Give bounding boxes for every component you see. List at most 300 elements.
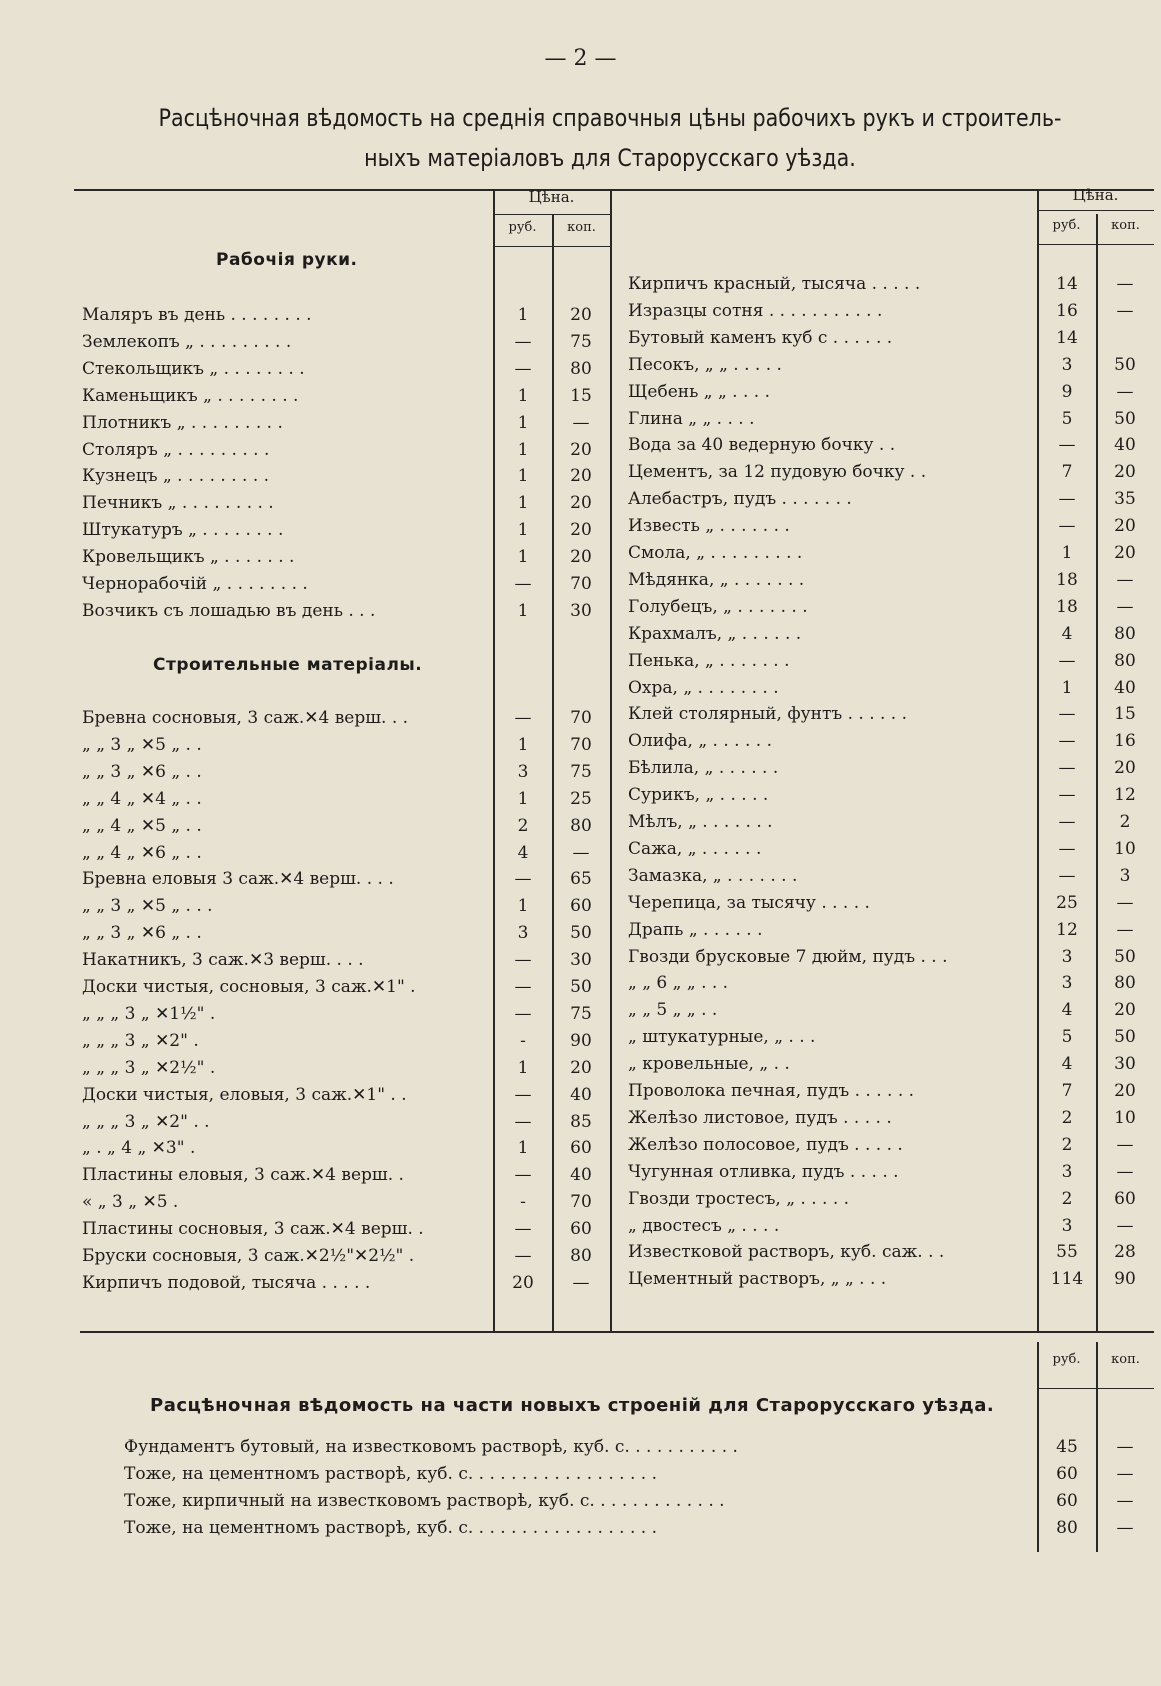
material-right-row <box>628 728 1154 755</box>
material-left-kop: 70 <box>570 1192 592 1213</box>
material-right-kop: 20 <box>1114 1000 1136 1021</box>
lower-kop: — <box>1116 1490 1134 1511</box>
material-right-row <box>628 648 1154 675</box>
material-right-rub: 18 <box>1056 569 1078 590</box>
material-right-label: Черепица, за тысячу . . . . . <box>628 892 870 913</box>
material-left-row <box>82 813 610 840</box>
title-line-2: ныхъ матеріаловъ для Старорусскаго уѣзда. <box>364 144 856 172</box>
material-left-row <box>82 974 610 1001</box>
material-right-label: Известь „ . . . . . . . <box>628 516 790 537</box>
material-right-label: Пенька, „ . . . . . . . <box>628 650 790 671</box>
material-right-row <box>628 1024 1154 1051</box>
lower-row <box>124 1461 1154 1488</box>
material-left-rub: 2 <box>517 815 529 836</box>
material-right-label: Драпь „ . . . . . . <box>628 919 763 940</box>
material-right-rub: 4 <box>1061 1000 1073 1021</box>
material-right-rub: 2 <box>1061 1107 1073 1128</box>
left-price-header: Цѣна. <box>528 188 575 206</box>
labor-rub: 1 <box>517 600 529 621</box>
labor-kop: 75 <box>570 331 592 352</box>
material-right-row <box>628 406 1154 433</box>
material-left-rub: 1 <box>517 1057 529 1078</box>
labor-kop: 20 <box>570 520 592 541</box>
right-rub-header: руб. <box>1052 218 1081 233</box>
material-right-kop: 50 <box>1114 408 1136 429</box>
material-right-rub: 14 <box>1056 327 1078 348</box>
material-left-row <box>82 1162 610 1189</box>
material-right-rub: — <box>1058 731 1076 752</box>
material-right-kop: 90 <box>1114 1269 1136 1290</box>
left-header-rule <box>493 246 610 247</box>
material-right-kop: 50 <box>1114 354 1136 375</box>
material-right-label: Сурикъ, „ . . . . . <box>628 785 769 806</box>
labor-kop: 30 <box>570 600 592 621</box>
material-left-kop: 70 <box>570 708 592 728</box>
material-left-label: „ „ „ 3 „ ✕2" . <box>82 1030 199 1051</box>
material-right-rub: — <box>1058 785 1076 806</box>
right-price-subrule <box>1037 210 1154 211</box>
material-right-row <box>628 1213 1154 1240</box>
material-left-row <box>82 920 610 947</box>
material-right-label: Алебастръ, пудъ . . . . . . . <box>628 489 852 510</box>
material-left-label: Бруски сосновыя, 3 саж.✕2½"✕2½" . <box>82 1246 415 1266</box>
material-right-kop: 28 <box>1114 1242 1136 1263</box>
material-left-row <box>82 759 610 786</box>
material-left-row <box>82 840 610 867</box>
material-left-rub: — <box>514 1246 532 1266</box>
material-right-rub: — <box>1058 865 1076 886</box>
material-left-label: Бревна еловыя 3 саж.✕4 верш. . . . <box>82 869 394 890</box>
material-left-label: « „ 3 „ ✕5 . <box>82 1192 179 1213</box>
material-right-label: Глина „ „ . . . . <box>628 408 755 429</box>
material-left-kop: 80 <box>570 1246 592 1266</box>
labor-rub: 1 <box>517 493 529 514</box>
material-right-label: Щебень „ „ . . . . <box>628 381 770 402</box>
labor-rub: — <box>514 331 532 352</box>
mid-divider <box>610 189 612 1332</box>
material-left-label: „ „ 3 „ ✕5 „ . . . <box>82 896 213 917</box>
material-left-row <box>82 1055 610 1082</box>
material-right-kop: — <box>1116 1161 1134 1182</box>
material-left-rub: — <box>514 869 532 890</box>
material-left-kop: 75 <box>570 1003 592 1024</box>
material-right-kop: 40 <box>1114 677 1136 698</box>
right-header-rule <box>1037 244 1154 245</box>
material-right-rub: 3 <box>1061 946 1073 967</box>
lower-rub-header: руб. <box>1052 1352 1081 1367</box>
material-right-rub: 18 <box>1056 596 1078 617</box>
lower-kop: — <box>1116 1437 1134 1457</box>
material-right-rub: 14 <box>1056 274 1078 294</box>
material-right-kop: 35 <box>1114 489 1136 510</box>
material-right-label: Желѣзо листовое, пудъ . . . . . <box>628 1107 892 1128</box>
material-right-row <box>628 298 1154 325</box>
material-right-label: „ „ 6 „ „ . . . <box>628 973 729 994</box>
material-right-label: Клей столярный, фунтъ . . . . . . <box>628 704 908 725</box>
material-left-rub: 3 <box>517 923 529 944</box>
material-right-label: Олифа, „ . . . . . . <box>628 731 772 752</box>
material-left-kop: 85 <box>570 1111 592 1132</box>
material-right-kop: — <box>1116 919 1134 940</box>
lower-rub: 60 <box>1056 1463 1078 1484</box>
material-left-label: „ „ 3 „ ✕6 „ . . <box>82 761 202 782</box>
lower-section-heading: Расцѣночная вѣдомость на части новыхъ строеній для Старорусскаго уѣзда. <box>150 1395 995 1416</box>
material-left-kop: 65 <box>570 869 592 890</box>
material-left-kop: 60 <box>570 1138 592 1159</box>
material-right-rub: 1 <box>1061 677 1073 698</box>
labor-kop: 20 <box>570 493 592 514</box>
material-right-kop: — <box>1116 569 1134 590</box>
labor-label: Столяръ „ . . . . . . . . . <box>82 439 270 460</box>
material-right-kop: 40 <box>1114 435 1136 456</box>
material-right-row <box>628 701 1154 728</box>
material-left-row <box>82 1189 610 1216</box>
material-right-kop: 80 <box>1114 973 1136 994</box>
material-right-kop: 20 <box>1114 758 1136 779</box>
material-right-label: Смола, „ . . . . . . . . . <box>628 543 803 563</box>
labor-row <box>82 410 610 437</box>
material-right-rub: 4 <box>1061 623 1073 644</box>
material-right-kop: 50 <box>1114 1027 1136 1048</box>
material-right-label: Бутовый каменъ куб с . . . . . . <box>628 327 893 348</box>
material-left-row <box>82 1243 610 1270</box>
material-right-kop: — <box>1116 300 1134 321</box>
material-right-rub: 9 <box>1061 381 1073 402</box>
material-right-kop: 2 <box>1119 812 1131 832</box>
lower-row <box>124 1515 1154 1542</box>
material-right-row <box>628 1239 1154 1266</box>
labor-label: Кузнецъ „ . . . . . . . . . <box>82 466 270 487</box>
material-left-rub: - <box>520 1030 526 1051</box>
material-right-row <box>628 432 1154 459</box>
material-right-label: Крахмалъ, „ . . . . . . <box>628 623 802 644</box>
material-right-label: Изразцы сотня . . . . . . . . . . . <box>628 300 883 321</box>
material-left-rub: 4 <box>517 842 529 863</box>
material-left-rub: — <box>514 1084 532 1105</box>
lower-kop-header: коп. <box>1111 1352 1140 1367</box>
material-left-rub: 3 <box>517 761 529 782</box>
material-left-kop: 60 <box>570 1219 592 1240</box>
material-right-kop: — <box>1116 1134 1134 1155</box>
material-left-rub: — <box>514 950 532 971</box>
labor-kop: 70 <box>570 574 592 594</box>
title-line-1: Расцѣночная вѣдомость на среднія справочныя цѣны рабочихъ рукъ и строитель- <box>158 104 1062 132</box>
material-left-kop: 90 <box>570 1030 592 1051</box>
material-right-kop: 10 <box>1114 838 1136 859</box>
labor-rub: — <box>514 574 532 594</box>
material-left-label: „ „ „ 3 „ ✕2½" . <box>82 1057 216 1078</box>
material-right-kop: 20 <box>1114 1081 1136 1101</box>
material-right-rub: 12 <box>1056 919 1078 940</box>
material-left-kop: 20 <box>570 1057 592 1078</box>
material-left-kop: 80 <box>570 815 592 836</box>
material-left-rub: 1 <box>517 788 529 809</box>
left-price-subrule <box>493 214 610 215</box>
material-right-rub: — <box>1058 489 1076 510</box>
labor-kop: 20 <box>570 466 592 487</box>
labor-label: Каменьщикъ „ . . . . . . . . <box>82 385 299 406</box>
material-right-row <box>628 325 1154 352</box>
material-right-label: Кирпичъ красный, тысяча . . . . . <box>628 274 921 294</box>
material-right-row <box>628 1186 1154 1213</box>
material-left-label: Кирпичъ подовой, тысяча . . . . . <box>82 1272 371 1293</box>
material-right-rub: 3 <box>1061 973 1073 994</box>
material-right-row <box>628 782 1154 809</box>
material-left-kop: 75 <box>570 761 592 782</box>
material-left-kop: 30 <box>570 950 592 971</box>
material-left-rub: 1 <box>517 734 529 755</box>
material-right-rub: 7 <box>1061 462 1073 483</box>
labor-kop: 20 <box>570 439 592 460</box>
page-number: — 2 — <box>544 46 617 71</box>
labor-label: Возчикъ съ лошадью въ день . . . <box>82 600 376 621</box>
material-left-row <box>82 786 610 813</box>
table-top-rule <box>74 189 1154 191</box>
material-right-rub: — <box>1058 435 1076 456</box>
material-right-label: Мѣдянка, „ . . . . . . . <box>628 569 805 590</box>
lower-rub: 45 <box>1056 1437 1078 1457</box>
material-left-row <box>82 1082 610 1109</box>
labor-rub: 1 <box>517 466 529 487</box>
material-right-row <box>628 997 1154 1024</box>
material-left-kop: — <box>572 842 590 863</box>
material-left-label: „ „ 4 „ ✕5 „ . . <box>82 815 202 836</box>
material-right-row <box>628 1078 1154 1105</box>
labor-label: Плотникъ „ . . . . . . . . . <box>82 412 283 433</box>
material-right-row <box>628 271 1154 298</box>
material-right-row <box>628 513 1154 540</box>
material-right-rub: 7 <box>1061 1081 1073 1101</box>
material-right-label: Цементный растворъ, „ „ . . . <box>628 1269 887 1290</box>
material-left-row <box>82 1216 610 1243</box>
right-kop-header: коп. <box>1111 218 1140 233</box>
material-left-row <box>82 705 610 732</box>
labor-row <box>82 571 610 598</box>
material-right-rub: 16 <box>1056 300 1078 321</box>
material-right-row <box>628 836 1154 863</box>
material-right-row <box>628 863 1154 890</box>
material-right-kop: — <box>1116 381 1134 402</box>
material-left-rub: — <box>514 1219 532 1240</box>
material-right-row <box>628 1159 1154 1186</box>
lower-row <box>124 1488 1154 1515</box>
labor-row <box>82 329 610 356</box>
left-rub-header: руб. <box>508 220 537 235</box>
material-right-label: Мѣлъ, „ . . . . . . . <box>628 812 773 832</box>
material-left-label: „ „ „ 3 „ ✕1½" . <box>82 1003 216 1024</box>
material-right-row <box>628 594 1154 621</box>
material-right-label: „ кровельные, „ . . <box>628 1054 790 1075</box>
material-left-label: Пластины еловыя, 3 саж.✕4 верш. . <box>82 1165 404 1186</box>
labor-kop: — <box>572 412 590 433</box>
material-right-rub: — <box>1058 838 1076 859</box>
material-left-rub: 1 <box>517 1138 529 1159</box>
material-right-label: Вода за 40 ведерную бочку . . <box>628 435 896 456</box>
lower-kop: — <box>1116 1463 1134 1484</box>
labor-label: Маляръ въ день . . . . . . . . <box>82 305 312 325</box>
materials-section-heading: Строительные матеріалы. <box>153 655 423 675</box>
lower-label: Тоже, кирпичный на известковомъ растворѣ, куб. с. . . . . . . . . . . . . <box>124 1490 725 1511</box>
right-price-header: Цѣна. <box>1072 186 1119 204</box>
material-left-row <box>82 1028 610 1055</box>
labor-section-heading: Рабочія руки. <box>216 250 358 270</box>
material-left-rub: — <box>514 1111 532 1132</box>
labor-label: Штукатуръ „ . . . . . . . . <box>82 520 284 541</box>
material-right-rub: 25 <box>1056 892 1078 913</box>
labor-row <box>82 437 610 464</box>
table-bottom-rule <box>80 1331 1154 1333</box>
material-left-kop: 40 <box>570 1165 592 1186</box>
labor-label: Кровельщикъ „ . . . . . . . <box>82 547 295 568</box>
material-right-row <box>628 890 1154 917</box>
labor-kop: 80 <box>570 358 592 379</box>
material-right-kop: 3 <box>1119 865 1131 886</box>
material-right-label: Песокъ, „ „ . . . . . <box>628 354 782 375</box>
material-right-label: Голубецъ, „ . . . . . . . <box>628 596 808 617</box>
material-right-kop: 20 <box>1114 543 1136 563</box>
labor-label: Стекольщикъ „ . . . . . . . . <box>82 358 305 379</box>
material-left-label: „ . „ 4 „ ✕3" . <box>82 1138 196 1159</box>
material-right-row <box>628 755 1154 782</box>
material-left-row <box>82 893 610 920</box>
material-right-rub: — <box>1058 516 1076 537</box>
material-right-kop: 20 <box>1114 516 1136 537</box>
material-right-kop: 20 <box>1114 462 1136 483</box>
material-right-rub: 3 <box>1061 1161 1073 1182</box>
material-right-rub: — <box>1058 650 1076 671</box>
material-right-kop: — <box>1116 596 1134 617</box>
material-right-label: Замазка, „ . . . . . . . <box>628 865 798 886</box>
material-right-rub: — <box>1058 704 1076 725</box>
material-left-rub: — <box>514 1003 532 1024</box>
material-left-kop: 50 <box>570 923 592 944</box>
material-right-kop: 60 <box>1114 1188 1136 1209</box>
material-left-row <box>82 947 610 974</box>
material-left-label: Накатникъ, 3 саж.✕3 верш. . . . <box>82 950 364 971</box>
material-right-label: Охра, „ . . . . . . . . <box>628 677 779 698</box>
material-right-row <box>628 970 1154 997</box>
material-left-label: „ „ 3 „ ✕5 „ . . <box>82 734 202 755</box>
material-right-label: „ „ 5 „ „ . . <box>628 1000 718 1021</box>
labor-row <box>82 302 610 329</box>
material-right-kop: — <box>1116 892 1134 913</box>
material-right-label: Известковой растворъ, куб. саж. . . <box>628 1242 945 1263</box>
labor-label: Землекопъ „ . . . . . . . . . <box>82 331 292 352</box>
material-left-label: Доски чистыя, еловыя, 3 саж.✕1" . . <box>82 1084 407 1105</box>
material-right-label: Сажа, „ . . . . . . <box>628 838 762 859</box>
material-left-kop: 50 <box>570 977 592 997</box>
material-right-row <box>628 809 1154 836</box>
material-right-row <box>628 1105 1154 1132</box>
labor-row <box>82 490 610 517</box>
material-left-row <box>82 866 610 893</box>
material-left-label: „ „ 4 „ ✕6 „ . . <box>82 842 202 863</box>
material-right-rub: 5 <box>1061 1027 1073 1048</box>
material-right-row <box>628 917 1154 944</box>
material-left-kop: 25 <box>570 788 592 809</box>
material-right-rub: 3 <box>1061 1215 1073 1236</box>
material-right-kop: 15 <box>1114 704 1136 725</box>
material-left-row <box>82 1001 610 1028</box>
labor-row <box>82 463 610 490</box>
labor-rub: — <box>514 358 532 379</box>
material-right-row <box>628 944 1154 971</box>
material-right-row <box>628 379 1154 406</box>
material-right-row <box>628 567 1154 594</box>
lower-label: Тоже, на цементномъ растворѣ, куб. с. . . . . . . . . . . . . . . . . . <box>124 1463 657 1484</box>
material-right-rub: 114 <box>1050 1269 1084 1290</box>
material-right-label: Чугунная отливка, пудъ . . . . . <box>628 1161 899 1182</box>
material-right-label: „ штукатурные, „ . . . <box>628 1027 816 1048</box>
labor-label: Печникъ „ . . . . . . . . . <box>82 493 274 514</box>
material-right-rub: 1 <box>1061 543 1073 563</box>
material-right-rub: 3 <box>1061 354 1073 375</box>
material-right-row <box>628 675 1154 702</box>
material-left-kop: — <box>572 1272 590 1293</box>
material-left-kop: 70 <box>570 734 592 755</box>
material-right-label: Цементъ, за 12 пудовую бочку . . <box>628 462 927 483</box>
material-right-kop: — <box>1116 1215 1134 1236</box>
labor-rub: 1 <box>517 439 529 460</box>
material-right-row <box>628 459 1154 486</box>
material-left-rub: — <box>514 708 532 728</box>
material-right-label: Гвозди брусковые 7 дюйм, пудъ . . . <box>628 946 948 967</box>
material-right-rub: 5 <box>1061 408 1073 429</box>
labor-label: Чернорабочій „ . . . . . . . . <box>82 574 308 594</box>
material-left-row <box>82 732 610 759</box>
material-left-rub: 20 <box>512 1272 534 1293</box>
labor-row <box>82 517 610 544</box>
lower-label: Фундаментъ бутовый, на известковомъ растворѣ, куб. с. . . . . . . . . . . <box>124 1437 738 1457</box>
labor-rub: 1 <box>517 547 529 568</box>
material-left-label: „ „ „ 3 „ ✕2" . . <box>82 1111 210 1132</box>
material-right-row <box>628 352 1154 379</box>
material-right-kop: 50 <box>1114 946 1136 967</box>
lower-rub: 80 <box>1056 1517 1078 1538</box>
material-right-row <box>628 1051 1154 1078</box>
material-right-rub: — <box>1058 812 1076 832</box>
material-left-row <box>82 1270 610 1297</box>
material-right-rub: 55 <box>1056 1242 1078 1263</box>
labor-rub: 1 <box>517 385 529 406</box>
material-right-rub: 2 <box>1061 1188 1073 1209</box>
lower-header-rule <box>1037 1388 1154 1389</box>
labor-rub: 1 <box>517 305 529 325</box>
material-left-rub: — <box>514 977 532 997</box>
labor-row <box>82 598 610 625</box>
material-right-label: Проволока печная, пудъ . . . . . . <box>628 1081 915 1101</box>
material-right-rub: — <box>1058 758 1076 779</box>
labor-row <box>82 544 610 571</box>
material-right-row <box>628 540 1154 567</box>
labor-kop: 20 <box>570 305 592 325</box>
left-kop-header: коп. <box>567 220 596 235</box>
material-right-kop: 16 <box>1114 731 1136 752</box>
material-right-label: Желѣзо полосовое, пудъ . . . . . <box>628 1134 903 1155</box>
material-right-kop: 80 <box>1114 650 1136 671</box>
material-left-row <box>82 1109 610 1136</box>
material-right-label: „ двостесъ „ . . . . <box>628 1215 780 1236</box>
material-left-label: „ „ 4 „ ✕4 „ . . <box>82 788 202 809</box>
material-right-kop: 10 <box>1114 1107 1136 1128</box>
material-right-label: Бѣлила, „ . . . . . . <box>628 758 779 779</box>
material-right-kop: — <box>1116 274 1134 294</box>
labor-row <box>82 383 610 410</box>
material-left-rub: - <box>520 1192 526 1213</box>
material-right-row <box>628 621 1154 648</box>
material-right-row <box>628 1266 1154 1293</box>
material-right-row <box>628 1132 1154 1159</box>
